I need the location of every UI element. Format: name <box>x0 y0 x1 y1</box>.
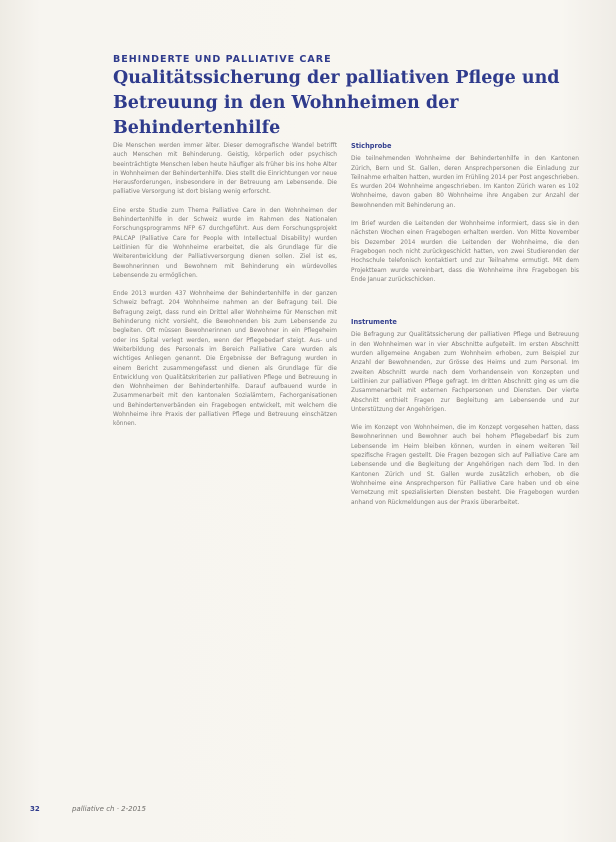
left-column <box>113 142 337 439</box>
section-heading-stichprobe: Stichprobe <box>351 142 392 150</box>
section-heading-instrumente: Instrumente <box>351 318 397 327</box>
article-title: Qualitätssicherung der palliativen Pflege und Betreuung in den Wohnheimen der Behindertenhilfe <box>113 68 560 138</box>
section-gap <box>351 294 579 318</box>
body-paragraph: Eine erste Studie zum Thema Palliative Care in den Wohnheimen der Behindertenhilfe in der Schweiz wurde im Rahmen des Nationalen Forschungsprogramms NFP 67 durchgeführt. Aus dem Forschungsprojekt PALCAP (Palliative Care for People with Intellectual Disability) wurden Leitlinien für die Wohnheime erarbeitet, die als Grundlage für die Weiterentwicklung der Palliativversorgung dienen sollen. Ziel ist es, Bewohnerinnen und Bewohnern mit Behinderung ein würdevolles Lebensende zu ermöglichen. <box>113 207 337 279</box>
body-paragraph: Die teilnehmenden Wohnheime der Behindertenhilfe in den Kantonen Zürich, Bern und St. Gallen, deren Ansprechpersonen die Einladung zur Teilnahme erhalten hatten, wurden im Frühling 2014 per Post angeschrieben. Es wurden 204 Wohnheime angeschrieben. Im Kanton Zürich waren es 102 Wohnheime, davon gaben 80 Wohnheime ihre Angaben zur Anzahl der Bewohnenden mit Behinderung an. <box>351 156 580 209</box>
right-column <box>351 142 579 517</box>
body-paragraph: Wie im Konzept von Wohnheimen, die im Konzept vorgesehen hatten, dass Bewohnerinnen und Bewohner auch bei hohem Pflegebedarf bis zum Lebensende im Heim bleiben können, wurden in einem weiteren Teil spezifische Fragen gestellt. Die Fragen bezogen sich auf Palliative Care am Lebensende und die Begleitung der Angehörigen nach dem Tod. In den Kantonen Zürich und St. Gallen wurde zusätzlich erhoben, ob die Wohnheime eine Ansprechperson für Palliative Care haben und ob eine Vernetzung mit spezialisierten Diensten besteht. Die Fragebogen wurden anhand von Rückmeldungen aus der Praxis überarbeitet. <box>351 425 579 506</box>
body-paragraph: Im Brief wurden die Leitenden der Wohnheime informiert, dass sie in den nächsten Wochen einen Fragebogen erhalten werden. Von Mitte November bis Dezember 2014 wurden die Leitenden der Wohnheime, die den Fragebogen noch nicht zurückgeschickt hatten, von zwei Studierenden der Hochschule telefonisch kontaktiert und zur Teilnahme ermutigt. Mit dem Projektteam wurde vereinbart, dass die Wohnheime ihre Fragebogen bis Ende Januar zurückschicken. <box>351 221 579 283</box>
body-paragraph: Die Befragung zur Qualitätssicherung der palliativen Pflege und Betreuung in den Wohnheimen war in vier Abschnitte aufgeteilt. Im ersten Abschnitt wurden allgemeine Angaben zum Wohnheim erhoben, zum Beispiel zur Anzahl der Bewohnenden, zur Grösse des Heims und zum Personal. Im zweiten Abschnitt wurde nach dem Vorhandensein von Konzepten und Leitlinien zur palliativen Pflege gefragt. Im dritten Abschnitt ging es um die Zusammenarbeit mit externen Fachpersonen und Diensten. Der vierte Abschnitt enthielt Fragen zur Begleitung am Lebensende und zur Unterstützung der Angehörigen. <box>351 332 579 413</box>
magazine-name: palliative ch · 2-2015 <box>71 805 146 813</box>
section-label: BEHINDERTE UND PALLIATIVE CARE <box>113 54 332 65</box>
page-footer <box>30 805 146 813</box>
page-number: 32 <box>30 805 40 813</box>
body-paragraph: Ende 2013 wurden 437 Wohnheime der Behindertenhilfe in der ganzen Schweiz befragt. 204 Wohnheime nahmen an der Befragung teil. Die Befragung zeigt, dass rund ein Drittel aller Wohnheime für Menschen mit Behinderung nicht vorsieht, die Bewohnenden bis zum Lebensende zu begleiten. Oft müssen Bewohnerinnen und Bewohner in ein Pflegeheim oder ins Spital verlegt werden, wenn der Pflegebedarf steigt. Aus- und Weiterbildung des Personals im Bereich Palliative Care wurden als wichtiges Anliegen genannt. Die Ergebnisse der Befragung wurden in einem Bericht zusammengefasst und dienen als Grundlage für die Entwicklung von Qualitätskriterien zur palliativen Pflege und Betreuung in den Wohnheimen der Behindertenhilfe. Darauf aufbauend wurde in Zusammenarbeit mit den kantonalen Sozialämtern, Fachorganisationen und Behindertenverbänden ein Fragebogen entwickelt, mit welchem die Wohnheime ihre Praxis der palliativen Pflege und Betreuung einschätzen können. <box>113 291 337 428</box>
body-paragraph: Die Menschen werden immer älter. Dieser demografische Wandel betrifft auch Menschen mit Behinderung. Geistig, körperlich oder psychisch beeinträchtigte Menschen leben heute häufiger als früher bis ins hohe Alter in Wohnheimen der Behindertenhilfe. Dies stellt die Einrichtungen vor neue Herausforderungen, insbesondere in der Betreuung am Lebensende. Die palliative Versorgung ist dort bislang wenig erforscht. <box>113 143 337 196</box>
